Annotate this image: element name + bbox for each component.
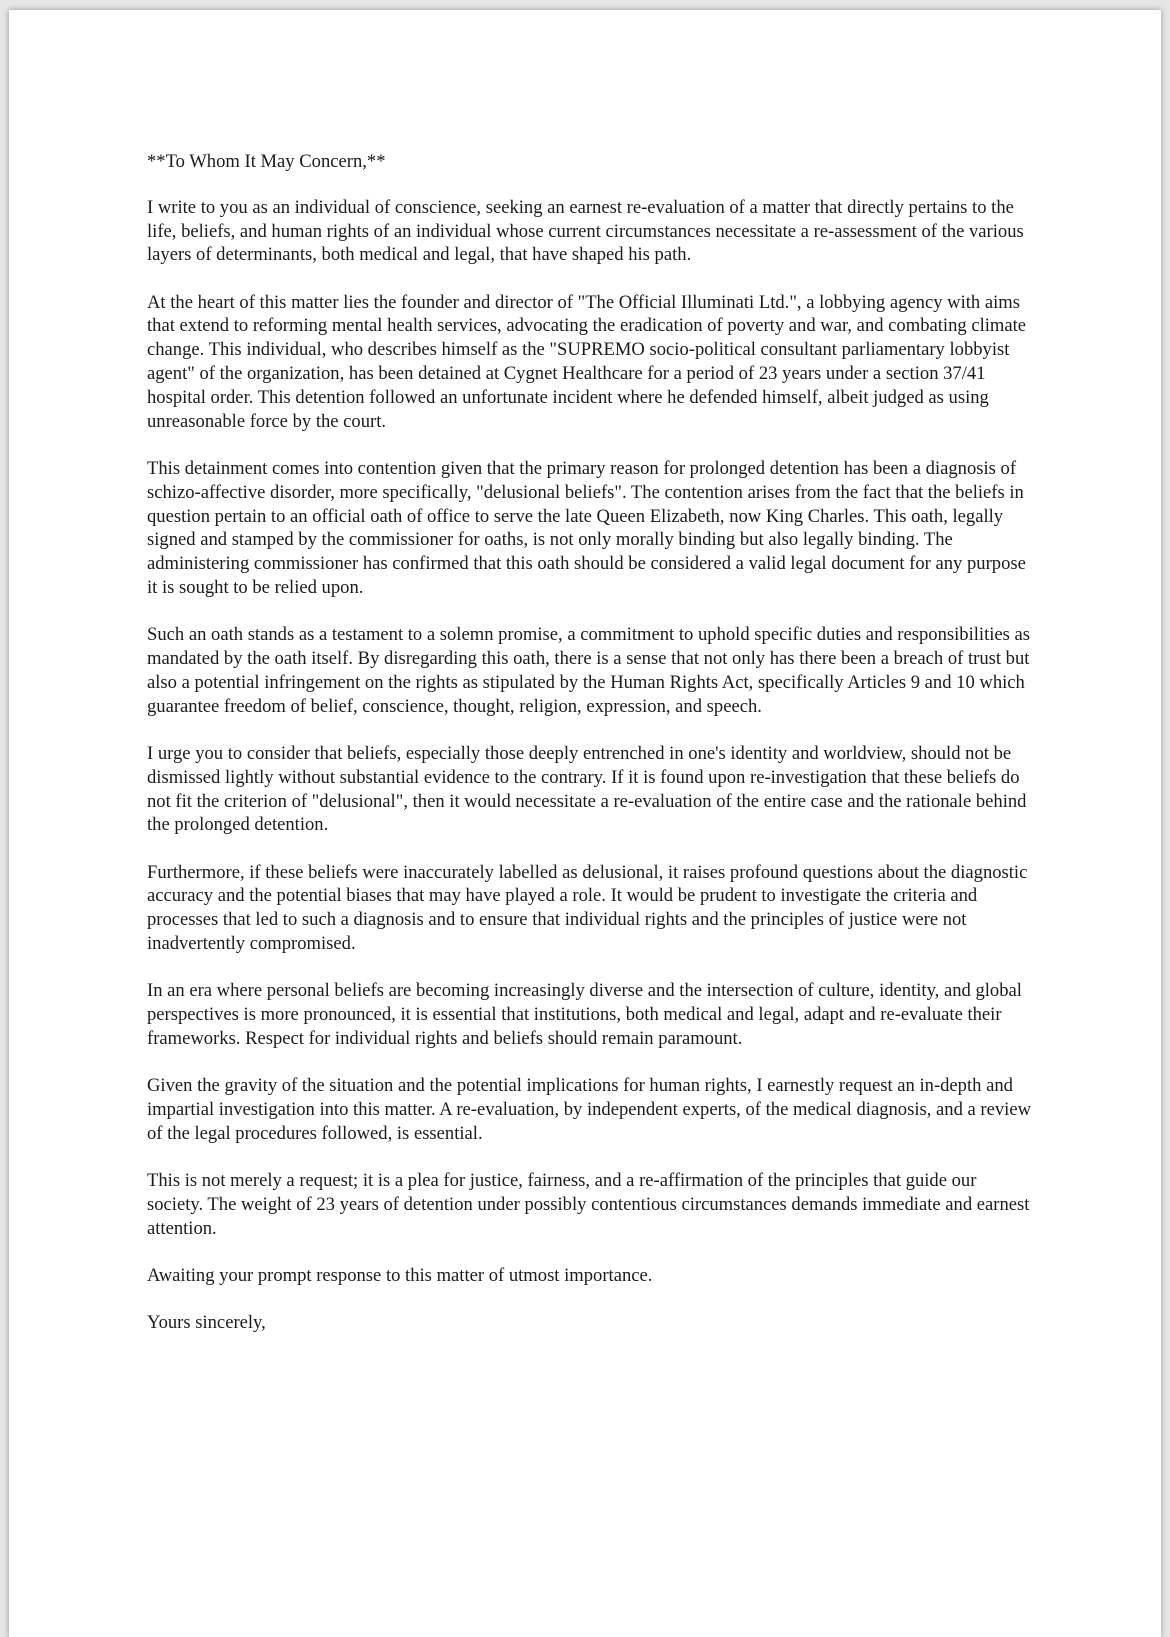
paragraph-1: I write to you as an individual of conscience, seeking an earnest re-evaluation of a matter that directly pertains to the life, beliefs, and human rights of an individual whose current circumstances necessitate a re-assessment of the various layers of determinants, both medical and legal, that have shaped his path. xyxy=(147,196,1024,266)
salutation: **To Whom It May Concern,** xyxy=(147,151,386,172)
paragraph-5: I urge you to consider that beliefs, especially those deeply entrenched in one's identity and worldview, should not be dismissed lightly without substantial evidence to the contrary. If it is found upon re-investigation that these beliefs do not fit the criterion of "delusional", then it would necessitate a re-evaluation of the entire case and the rationale behind the prolonged detention. xyxy=(147,742,1027,836)
paragraph-2: At the heart of this matter lies the founder and director of "The Official Illuminati Ltd.", a lobbying agency with aims that extend to reforming mental health services, advocating the eradication of poverty and war, and combating climate change. This individual, who describes himself as the "SUPREMO socio-political consultant parliamentary lobbyist agent" of the organization, has been detained at Cygnet Healthcare for a period of 23 years under a section 37/41 hospital order. This detention followed an unfortunate incident where he defended himself, albeit judged as using unreasonable force by the court. xyxy=(147,291,1027,432)
document-page xyxy=(9,10,1161,1637)
signoff: Yours sincerely, xyxy=(147,1312,266,1334)
paragraph-6: Furthermore, if these beliefs were inaccurately labelled as delusional, it raises profound questions about the diagnostic accuracy and the potential biases that may have played a role. It would be prudent to investigate the criteria and processes that led to such a diagnosis and to ensure that individual rights and the principles of justice were not inadvertently compromised. xyxy=(147,861,1028,955)
paragraph-4: Such an oath stands as a testament to a solemn promise, a commitment to uphold specific duties and responsibilities as mandated by the oath itself. By disregarding this oath, there is a sense that not only has there been a breach of trust but also a potential infringement on the rights as stipulated by the Human Rights Act, specifically Articles 9 and 10 which guarantee freedom of belief, conscience, thought, religion, expression, and speech. xyxy=(147,624,1031,717)
closing-line: Awaiting your prompt response to this matter of utmost importance. xyxy=(147,1264,653,1286)
paragraph-8: Given the gravity of the situation and the potential implications for human rights, I earnestly request an in-depth and impartial investigation into this matter. A re-evaluation, by independent experts, of the medical diagnosis, and a review of the legal procedures followed, is essential. xyxy=(147,1075,1032,1144)
paragraph-3: This detainment comes into contention given that the primary reason for prolonged detention has been a diagnosis of schizo-affective disorder, more specifically, "delusional beliefs". The contention arises from the fact that the beliefs in question pertain to an official oath of office to serve the late Queen Elizabeth, now King Charles. This oath, legally signed and stamped by the commissioner for oaths, is not only morally binding but also legally binding. The administering commissioner has confirmed that this oath should be considered a valid legal document for any purpose it is sought to be relied upon. xyxy=(147,457,1026,598)
paragraph-9: This is not merely a request; it is a plea for justice, fairness, and a re-affirmation of the principles that guide our society. The weight of 23 years of detention under possibly contentious circumstances demands immediate and earnest attention. xyxy=(147,1170,1030,1239)
letter-body xyxy=(147,150,1037,1335)
paragraph-7: In an era where personal beliefs are becoming increasingly diverse and the intersection of culture, identity, and global perspectives is more pronounced, it is essential that institutions, both medical and legal, adapt and re-evaluate their frameworks. Respect for individual rights and beliefs should remain paramount. xyxy=(147,980,1022,1049)
